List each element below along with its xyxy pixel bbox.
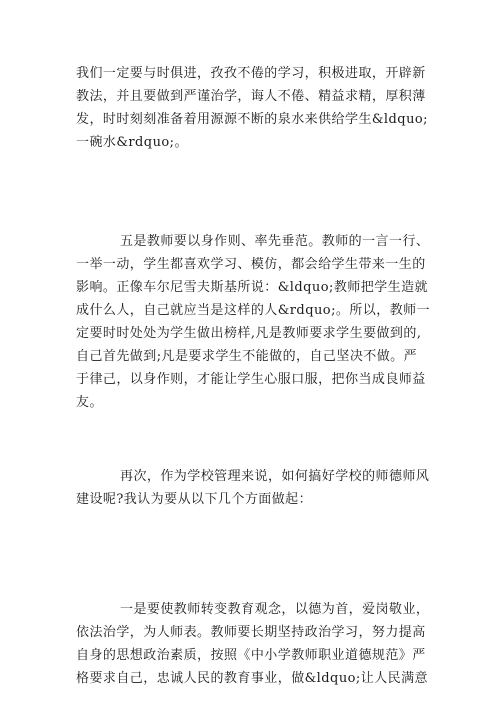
- paragraph-4: [76, 598, 436, 690]
- paragraph-line: 格要求自己，忠诚人民的教育事业，做&ldquo;让人民满意: [76, 671, 429, 686]
- paragraph-1: [76, 62, 436, 154]
- paragraph-line: 教法，并且要做到严谨治学，诲人不倦、精益求精，厚积薄: [76, 89, 426, 104]
- paragraph-line: 一举一动，学生都喜欢学习、模仿，都会给学生带来一生的: [76, 257, 426, 272]
- paragraph-line: 一碗水&rdquo;。: [76, 135, 188, 150]
- paragraph-line: 自身的思想政治素质，按照《中小学教师职业道德规范》严: [76, 648, 426, 663]
- paragraph-line: 五是教师要以身作则、率先垂范。教师的一言一行、: [120, 234, 430, 249]
- paragraph-line: 于律己，以身作则，才能让学生心服口服，把你当成良师益: [76, 372, 426, 387]
- paragraph-line: 定要时时处处为学生做出榜样,凡是教师要求学生要做到的,: [76, 326, 422, 341]
- paragraph-line: 依法治学，为人师表。教师要长期坚持政治学习，努力提高: [76, 625, 426, 640]
- paragraph-3: [76, 465, 436, 511]
- paragraph-line: 影响。正像车尔尼雪夫斯基所说：&ldquo;教师把学生造就: [76, 280, 429, 295]
- paragraph-line: 再次，作为学校管理来说，如何搞好学校的师德师风: [120, 469, 430, 484]
- paragraph-line: 成什么人，自己就应当是这样的人&rdquo;。所以，教师一: [76, 303, 431, 318]
- paragraph-line: 我们一定要与时俱进，孜孜不倦的学习，积极进取，开辟新: [76, 66, 426, 81]
- paragraph-line: 建设呢?我认为要从以下几个方面做起：: [76, 492, 313, 507]
- paragraph-line: 发，时时刻刻准备着用源源不断的泉水来供给学生&ldquo;: [76, 112, 429, 127]
- paragraph-line: 自己首先做到;凡是要求学生不能做的，自己坚决不做。严: [76, 349, 418, 364]
- paragraph-2: [76, 230, 436, 414]
- paragraph-line: 一是要使教师转变教育观念，以德为首，爱岗敬业，: [120, 602, 430, 617]
- paragraph-line: 友。: [76, 395, 103, 410]
